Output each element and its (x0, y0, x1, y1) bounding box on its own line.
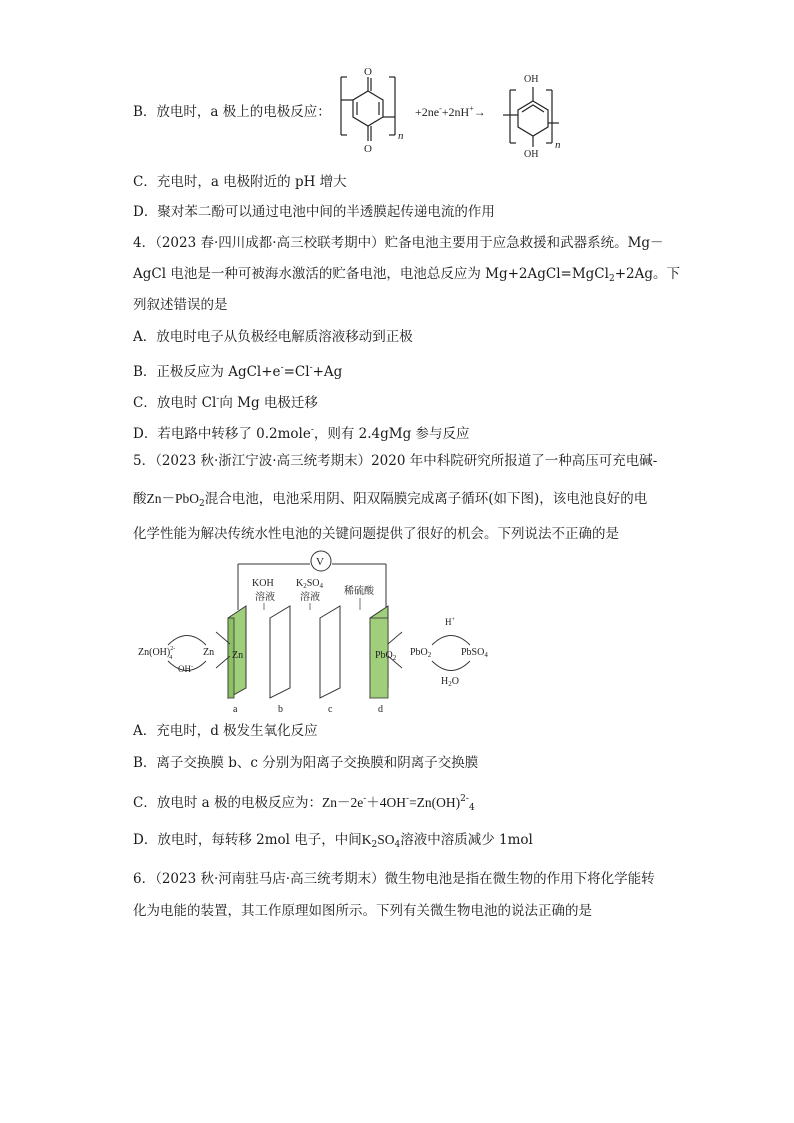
q5-option-d: D．放电时，每转移 2mol 电子，中间$K_2SO_4$溶液中溶质减少 1mol (133, 832, 533, 850)
q6-stem-line1: 6．（2023 秋·河南驻马店·高三统考期末）微生物电池是指在微生物的作用下将化学能转 (133, 871, 655, 887)
q3-o-bottom: O (364, 143, 372, 155)
q4-option-c: C．放电时 Cl-向 Mg 电极迁移 (133, 394, 318, 411)
q5-stem-line2: 酸Zn－PbO$_2$混合电池，电池采用阴、阳双隔膜完成离子循环(如下图)，该电池良好的电 (133, 491, 648, 509)
q5-battery-diagram (0, 548, 794, 718)
q6-stem-line2: 化为电能的装置，其工作原理如图所示。下列有关微生物电池的说法正确的是 (133, 903, 592, 919)
k2so4-label: $K_2SO_4$ (296, 578, 324, 590)
q5-stem-line3: 化学性能为解决传统水性电池的关键问题提供了很好的机会。下列说法不正确的是 (133, 526, 619, 542)
label-b: b (278, 704, 283, 715)
q3-option-b-prefix: B．放电时，a 极上的电极反应： (133, 104, 331, 120)
q3-reaction-structures (0, 55, 794, 225)
q4-option-d: D．若电路中转移了 0.2mole-，则有 2.4gMg 参与反应 (133, 425, 470, 442)
q3-oh-bottom: OH (524, 149, 539, 160)
q3-option-c: C．充电时，a 电极附近的 pH 增大 (133, 174, 347, 190)
label-c: c (328, 704, 333, 715)
q4-stem-line1: 4．（2023 春·四川成都·高三校联考期中）贮备电池主要用于应急救援和武器系统。Mg－ (133, 235, 664, 251)
membrane-c (320, 606, 340, 698)
oh-ion-label: OH- (178, 664, 193, 674)
q3-oh-top: OH (524, 74, 539, 85)
q4-option-b: B．正极反应为 AgCl+e-=Cl-+Ag (133, 363, 343, 380)
pbo2-right-label: PbO$_2$ (410, 647, 432, 659)
q5-option-b: B．离子交换膜 b、c 分别为阳离子交换膜和阴离子交换膜 (133, 755, 479, 771)
pbso4-label: PbSO$_4$ (461, 647, 488, 659)
k2so4-solution-label: 溶液 (300, 592, 320, 603)
h2o-label: $H_2O$ (441, 676, 459, 688)
q4-stem-line3: 列叙述错误的是 (133, 297, 228, 313)
q5-option-c: C．放电时 a 极的电极反应为：Zn－2e-＋4OH-=Zn(OH)$^{2-}_4$ (133, 794, 475, 813)
zincate-label: Zn(OH)$^{2-}$4 (138, 646, 176, 661)
plate-pbo2-label: PbO$_2$ (375, 650, 397, 662)
q5-option-a: A．充电时，d 极发生氧化反应 (133, 723, 318, 739)
q3-o-top: O (364, 66, 372, 78)
q3-rhs-text: +2ne-+2nH+→ (415, 104, 486, 119)
zn-left-label: Zn (203, 647, 215, 658)
h-ion-label: H+ (445, 617, 455, 627)
label-d: d (378, 704, 383, 715)
label-a: a (233, 704, 238, 715)
q4-stem-line2: AgCl 电池是一种可被海水激活的贮备电池，电池总反应为 Mg+2AgCl=MgCl$_2$+2Ag。下 (133, 266, 680, 284)
q4-option-a: A．放电时电子从负极经电解质溶液移动到正极 (133, 329, 413, 345)
q5-stem-line1: 5．（2023 秋·浙江宁波·高三统考期末）2020 年中科院研究所报道了一种高压可充电碱- (133, 453, 658, 469)
q3-n-right: n (555, 139, 561, 151)
voltmeter-label: V (316, 556, 324, 568)
membrane-b (270, 606, 290, 698)
koh-label: KOH (252, 578, 274, 589)
q3-n-left: n (398, 130, 404, 142)
plate-zn-label: Zn (232, 650, 244, 661)
q3-option-d: D．聚对苯二酚可以通过电池中间的半透膜起传递电流的作用 (133, 204, 495, 220)
koh-solution-label: 溶液 (255, 592, 275, 603)
acid-label: 稀硫酸 (344, 586, 374, 597)
